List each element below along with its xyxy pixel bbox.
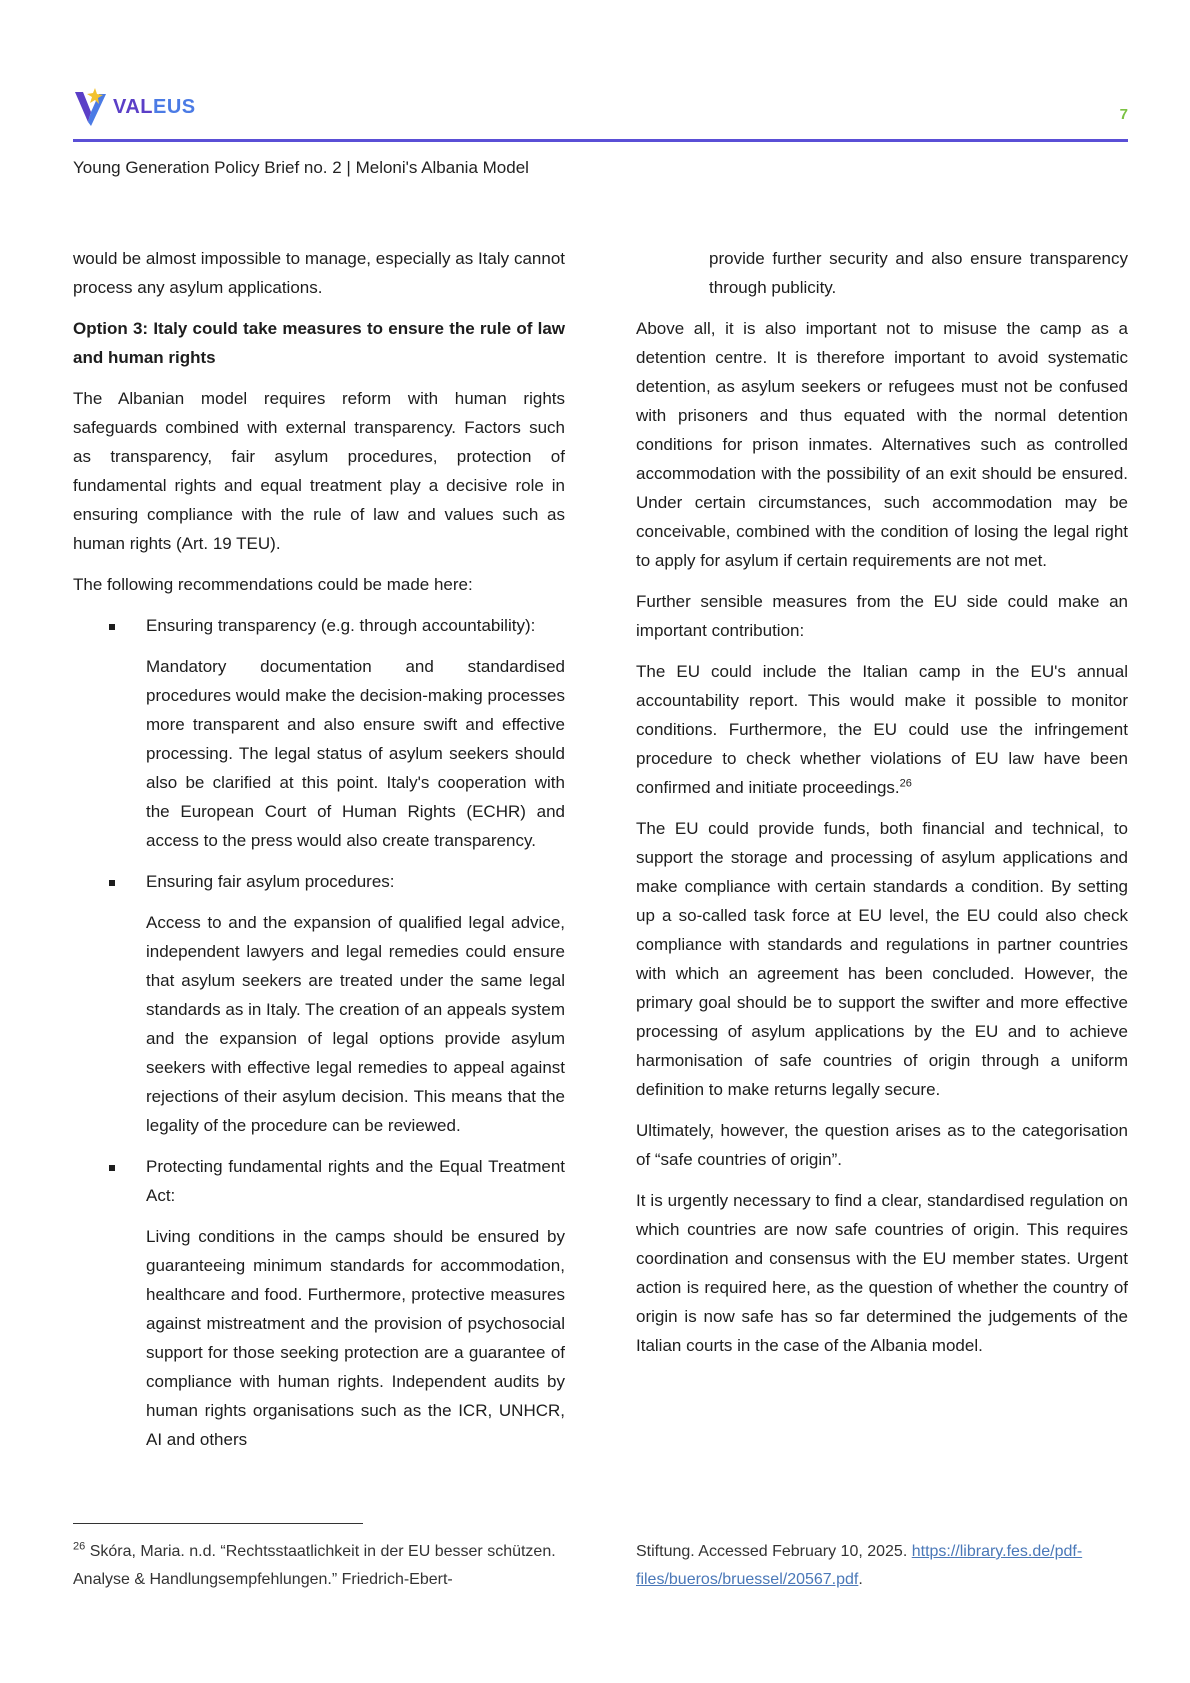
bullet-title: Ensuring fair asylum procedures: [146,872,395,891]
right-paragraph-4: The EU could provide funds, both financial and technical, to support the storage and processing of asylum applications and make compliance with certain standards a condition. By setting up a so-called task force at EU level, the EU could also check compliance with standards and regulations in partner countries with which an agreement has been concluded. However, the primary goal should be to support the swifter and more effective processing of asylum applications by the EU and to achieve harmonisation of safe countries of origin through a uniform definition to make returns legally secure. [636,819,1128,1099]
page-header [73,86,1128,144]
valeus-logo [73,86,196,128]
bullet-item-transparency [73,611,565,640]
bullet-body-continuation: provide further security and also ensure transparency through publicity. [709,249,1128,297]
left-paragraph-2: The Albanian model requires reform with human rights safeguards combined with external transparency. Factors such as transparency, fair asylum procedures, protection of fundamental rights and equal treatment play a decisive role in ensuring compliance with the rule of law and values such as human rights (Art. 19 TEU). [73,389,565,553]
footnote-rule [73,1523,363,1524]
right-paragraph-2: Further sensible measures from the EU side could make an important contribution: [636,592,1128,640]
left-paragraph-1: would be almost impossible to manage, especially as Italy cannot process any asylum applications. [73,249,565,297]
footnote-link-end: . [858,1571,863,1588]
footnote-ref-26[interactable]: 26 [899,777,912,790]
left-paragraph-3: The following recommendations could be made here: [73,575,473,594]
bullet-body: Mandatory documentation and standardised procedures would make the decision-making processes more transparent and also ensure swift and effective processing. The legal status of asylum seekers should also be clarified at this point. Italy's cooperation with the European Court of Human Rights (ECHR) and access to the press would also create transparency. [146,657,565,850]
bullet-item-fair-procedures [73,867,565,896]
bullet-icon [109,880,115,886]
bullet-title: Protecting fundamental rights and the Equal Treatment Act: [146,1157,565,1205]
page-number: 7 [1119,106,1128,123]
right-paragraph-6: It is urgently necessary to find a clear, standardised regulation on which countries are now safe countries of origin. This requires coordination and consensus with the EU member states. Urgent action is required here, as the question of whether the country of origin is now safe has so far determined the judgements of the Italian courts in the case of the Albania model. [636,1191,1128,1355]
footnote-text-left: Skóra, Maria. n.d. “Rechtsstaatlichkeit in der EU besser schützen. Analyse & Handlungsempfehlungen.” Friedrich-Ebert- [73,1543,556,1588]
option-3-heading: Option 3: Italy could take measures to ensure the rule of law and human rights [73,319,565,367]
footnote-left [73,1538,565,1594]
footnote-text-right: Stiftung. Accessed February 10, 2025. [636,1543,912,1560]
right-paragraph-1: Above all, it is also important not to misuse the camp as a detention centre. It is therefore important to avoid systematic detention, as asylum seekers or refugees must not be confused with prisoners and thus equated with the normal detention conditions for prison inmates. Alternatives such as controlled accommodation with the possibility of an exit should be ensured. Under certain circumstances, such accommodation may be conceivable, combined with the condition of losing the legal right to apply for asylum if certain requirements are not met. [636,319,1128,570]
logo-val: VAL [113,95,154,118]
bullet-icon [109,624,115,630]
right-paragraph-3-text: The EU could include the Italian camp in the EU's annual accountability report. This would make it possible to monitor conditions. Furthermore, the EU could use the infringement procedure to check whether violations of EU law have been confirmed and initiate proceedings. [636,662,1128,797]
footnote-number: 26 [73,1540,86,1553]
document-subtitle: Young Generation Policy Brief no. 2 | Meloni's Albania Model [73,158,529,177]
right-paragraph-3 [636,657,1128,802]
logo-wordmark [113,96,196,119]
right-paragraph-5: Ultimately, however, the question arises as to the categorisation of “safe countries of origin”. [636,1121,1128,1169]
bullet-item-fundamental-rights [73,1152,565,1210]
logo-eus: EUS [153,95,196,118]
footnote-right [636,1538,1128,1594]
bullet-body: Access to and the expansion of qualified legal advice, independent lawyers and legal remedies could ensure that asylum seekers are treated under the same legal standards as in Italy. The creation of an appeals system and the expansion of legal options provide asylum seekers with effective legal remedies to appeal against rejections of their asylum decision. This means that the legality of the procedure can be reviewed. [146,913,565,1135]
footnote-link[interactable]: https://library.fes.de/pdf-files/bueros/bruessel/20567.pdf [636,1543,1083,1588]
right-column [636,244,1128,1372]
bullet-title: Ensuring transparency (e.g. through accountability): [146,616,536,635]
header-rule [73,139,1128,142]
left-column [73,244,565,1466]
bullet-body: Living conditions in the camps should be ensured by guaranteeing minimum standards for accommodation, healthcare and food. Furthermore, protective measures against mistreatment and the provision of psychosocial support for those seeking protection are a guarantee of compliance with human rights. Independent audits by human rights organisations such as the ICR, UNHCR, AI and others [146,1227,565,1449]
valeus-v-icon [73,86,109,128]
bullet-icon [109,1165,115,1171]
